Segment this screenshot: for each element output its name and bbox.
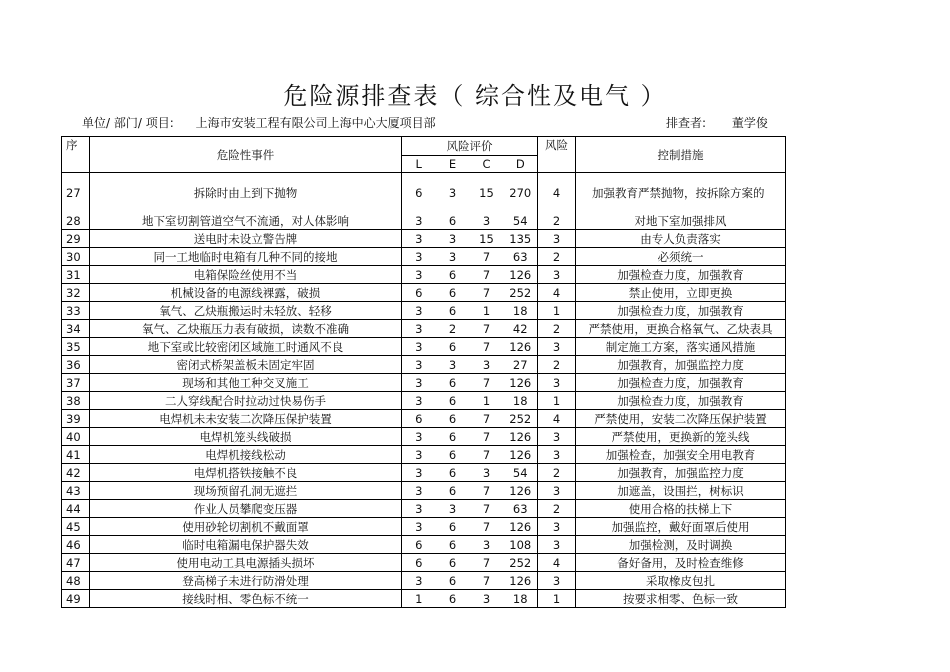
cell-measure: 加强检查，加强安全用电教育: [576, 446, 786, 464]
cell-event: 电焊机未未安装二次降压保护装置: [90, 410, 402, 428]
cell-L: 6: [402, 554, 436, 572]
cell-measure: 加强教育，加强监控力度: [576, 464, 786, 482]
cell-L: 3: [402, 518, 436, 536]
cell-D: 126: [504, 572, 538, 590]
cell-seq: 41: [62, 446, 90, 464]
cell-seq: 27: [62, 173, 90, 213]
cell-E: 6: [436, 464, 470, 482]
cell-measure: 对地下室加强排风: [576, 212, 786, 230]
cell-event: 现场和其他工种交叉施工: [90, 374, 402, 392]
table-row: [62, 320, 786, 338]
cell-event: 地下室切割管道空气不流通，对人体影响: [90, 212, 402, 230]
cell-event: 拆除时由上到下抛物: [90, 173, 402, 213]
table-row: [62, 572, 786, 590]
cell-seq: 36: [62, 356, 90, 374]
cell-C: 7: [470, 338, 504, 356]
cell-L: 3: [402, 392, 436, 410]
cell-D: 63: [504, 500, 538, 518]
cell-E: 6: [436, 374, 470, 392]
cell-D: 18: [504, 302, 538, 320]
cell-seq: 32: [62, 284, 90, 302]
cell-event: 登高梯子未进行防滑处理: [90, 572, 402, 590]
cell-D: 126: [504, 518, 538, 536]
unit-label: 单位/ 部门/ 项目:: [82, 116, 174, 130]
checker-info: [666, 114, 768, 131]
cell-E: 6: [436, 428, 470, 446]
cell-E: 6: [436, 554, 470, 572]
cell-C: 15: [470, 173, 504, 213]
checker-label: 排查者:: [666, 116, 707, 130]
cell-seq: 40: [62, 428, 90, 446]
cell-D: 18: [504, 392, 538, 410]
cell-E: 3: [436, 500, 470, 518]
table-row: [62, 410, 786, 428]
cell-E: 6: [436, 302, 470, 320]
cell-measure: 必须统一: [576, 248, 786, 266]
header-risk: 风险: [538, 137, 576, 173]
cell-L: 3: [402, 464, 436, 482]
cell-E: 3: [436, 248, 470, 266]
cell-D: 42: [504, 320, 538, 338]
cell-event: 二人穿线配合时拉动过快易伤手: [90, 392, 402, 410]
cell-risk: 3: [538, 446, 576, 464]
cell-measure: 加强教育严禁抛物，按拆除方案的: [576, 173, 786, 213]
cell-E: 6: [436, 590, 470, 608]
cell-event: 使用电动工具电源插头损坏: [90, 554, 402, 572]
cell-C: 7: [470, 572, 504, 590]
cell-seq: 42: [62, 464, 90, 482]
table-row: [62, 518, 786, 536]
checker-value: 董学俊: [731, 116, 768, 130]
header-evaluation: 风险评价: [402, 137, 538, 156]
cell-D: 252: [504, 284, 538, 302]
cell-event: 密闭式桥架盖板未固定牢固: [90, 356, 402, 374]
header-E: E: [448, 157, 457, 171]
cell-event: 地下室或比较密闭区域施工时通风不良: [90, 338, 402, 356]
table-row: [62, 230, 786, 248]
cell-D: 27: [504, 356, 538, 374]
cell-event: 电箱保险丝使用不当: [90, 266, 402, 284]
cell-seq: 29: [62, 230, 90, 248]
cell-C: 7: [470, 284, 504, 302]
cell-C: 3: [470, 536, 504, 554]
cell-E: 6: [436, 338, 470, 356]
header-event: 危险性事件: [90, 137, 402, 173]
table-row: [62, 284, 786, 302]
table-row: [62, 554, 786, 572]
cell-L: 3: [402, 230, 436, 248]
cell-seq: 39: [62, 410, 90, 428]
cell-E: 6: [436, 266, 470, 284]
cell-L: 3: [402, 374, 436, 392]
cell-D: 252: [504, 410, 538, 428]
cell-L: 3: [402, 212, 436, 230]
cell-C: 3: [470, 212, 504, 230]
cell-measure: 备好备用，及时检查维修: [576, 554, 786, 572]
cell-C: 3: [470, 590, 504, 608]
cell-C: 3: [470, 464, 504, 482]
cell-event: 电焊机笼头线破损: [90, 428, 402, 446]
cell-D: 126: [504, 266, 538, 284]
page-title: 危险源排查表（ 综合性及电气 ）: [283, 82, 667, 110]
cell-C: 3: [470, 356, 504, 374]
cell-seq: 48: [62, 572, 90, 590]
cell-risk: 3: [538, 518, 576, 536]
cell-event: 电焊机搭铁接触不良: [90, 464, 402, 482]
cell-risk: 3: [538, 482, 576, 500]
cell-E: 6: [436, 410, 470, 428]
cell-C: 7: [470, 428, 504, 446]
cell-L: 1: [402, 590, 436, 608]
cell-risk: 1: [538, 392, 576, 410]
cell-risk: 4: [538, 284, 576, 302]
cell-D: 126: [504, 482, 538, 500]
cell-measure: 加强检查力度，加强教育: [576, 392, 786, 410]
cell-measure: 加强检查力度，加强教育: [576, 374, 786, 392]
table-row: [62, 536, 786, 554]
cell-risk: 2: [538, 320, 576, 338]
cell-E: 6: [436, 518, 470, 536]
table-row: [62, 482, 786, 500]
cell-seq: 45: [62, 518, 90, 536]
table-row: [62, 356, 786, 374]
cell-E: 3: [436, 173, 470, 213]
cell-L: 3: [402, 302, 436, 320]
cell-risk: 3: [538, 230, 576, 248]
cell-measure: 按要求相零、色标一致: [576, 590, 786, 608]
cell-event: 作业人员攀爬变压器: [90, 500, 402, 518]
cell-event: 临时电箱漏电保护器失效: [90, 536, 402, 554]
cell-D: 126: [504, 428, 538, 446]
cell-risk: 1: [538, 590, 576, 608]
cell-risk: 3: [538, 338, 576, 356]
cell-C: 7: [470, 248, 504, 266]
table-row: [62, 428, 786, 446]
cell-E: 6: [436, 446, 470, 464]
cell-measure: 严禁使用，更换合格氧气、乙炔表具: [576, 320, 786, 338]
cell-E: 6: [436, 482, 470, 500]
cell-E: 3: [436, 356, 470, 374]
cell-E: 2: [436, 320, 470, 338]
table-row: [62, 173, 786, 213]
cell-risk: 2: [538, 464, 576, 482]
cell-event: 机械设备的电源线裸露，破损: [90, 284, 402, 302]
cell-D: 270: [504, 173, 538, 213]
table-row: [62, 212, 786, 230]
cell-measure: 制定施工方案，落实通风措施: [576, 338, 786, 356]
cell-measure: 加强检查力度，加强教育: [576, 266, 786, 284]
cell-measure: 加强检查力度，加强教育: [576, 302, 786, 320]
cell-C: 1: [470, 392, 504, 410]
cell-seq: 28: [62, 212, 90, 230]
cell-D: 252: [504, 554, 538, 572]
cell-L: 6: [402, 410, 436, 428]
cell-measure: 使用合格的扶梯上下: [576, 500, 786, 518]
table-row: [62, 374, 786, 392]
cell-D: 18: [504, 590, 538, 608]
table-row: [62, 392, 786, 410]
cell-E: 6: [436, 392, 470, 410]
cell-L: 3: [402, 248, 436, 266]
header-seq: 序: [62, 137, 90, 173]
cell-risk: 4: [538, 173, 576, 213]
header-C: C: [482, 157, 491, 171]
cell-seq: 35: [62, 338, 90, 356]
cell-seq: 34: [62, 320, 90, 338]
header-L: L: [415, 157, 422, 171]
cell-risk: 4: [538, 410, 576, 428]
cell-C: 7: [470, 482, 504, 500]
cell-event: 送电时未设立警告牌: [90, 230, 402, 248]
cell-event: 氧气、乙炔瓶压力表有破损，读数不准确: [90, 320, 402, 338]
table-row: [62, 590, 786, 608]
cell-seq: 30: [62, 248, 90, 266]
cell-E: 3: [436, 230, 470, 248]
cell-event: 氧气、乙炔瓶搬运时未轻放、轻移: [90, 302, 402, 320]
cell-risk: 1: [538, 302, 576, 320]
cell-C: 7: [470, 374, 504, 392]
cell-event: 接线时相、零色标不统一: [90, 590, 402, 608]
cell-risk: 3: [538, 572, 576, 590]
cell-C: 1: [470, 302, 504, 320]
cell-risk: 2: [538, 500, 576, 518]
cell-risk: 2: [538, 212, 576, 230]
cell-D: 54: [504, 212, 538, 230]
cell-C: 7: [470, 500, 504, 518]
cell-measure: 严禁使用，安装二次降压保护装置: [576, 410, 786, 428]
cell-seq: 33: [62, 302, 90, 320]
cell-D: 126: [504, 446, 538, 464]
table-row: [62, 446, 786, 464]
hazard-table: [61, 136, 786, 608]
cell-measure: 加强教育，加强监控力度: [576, 356, 786, 374]
cell-L: 3: [402, 338, 436, 356]
cell-L: 6: [402, 173, 436, 213]
cell-measure: 严禁使用，更换新的笼头线: [576, 428, 786, 446]
table-row: [62, 302, 786, 320]
cell-event: 同一工地临时电箱有几种不同的接地: [90, 248, 402, 266]
cell-seq: 49: [62, 590, 90, 608]
cell-risk: 3: [538, 374, 576, 392]
cell-measure: 禁止使用，立即更换: [576, 284, 786, 302]
cell-measure: 采取橡皮包扎: [576, 572, 786, 590]
header-D: D: [504, 156, 538, 173]
table-row: [62, 248, 786, 266]
cell-risk: 3: [538, 266, 576, 284]
cell-C: 15: [470, 230, 504, 248]
table-row: [62, 338, 786, 356]
cell-D: 135: [504, 230, 538, 248]
cell-L: 3: [402, 428, 436, 446]
table-row: [62, 500, 786, 518]
cell-D: 54: [504, 464, 538, 482]
cell-D: 126: [504, 374, 538, 392]
cell-risk: 3: [538, 536, 576, 554]
cell-C: 7: [470, 320, 504, 338]
cell-L: 6: [402, 284, 436, 302]
cell-measure: 加强监控，戴好面罩后使用: [576, 518, 786, 536]
cell-L: 3: [402, 446, 436, 464]
cell-seq: 37: [62, 374, 90, 392]
cell-C: 7: [470, 446, 504, 464]
cell-measure: 加遮盖，设围拦，树标识: [576, 482, 786, 500]
cell-seq: 46: [62, 536, 90, 554]
cell-measure: 加强检测，及时调换: [576, 536, 786, 554]
header-row-top: [62, 137, 786, 156]
cell-risk: 2: [538, 248, 576, 266]
cell-L: 3: [402, 266, 436, 284]
cell-L: 3: [402, 482, 436, 500]
cell-L: 3: [402, 500, 436, 518]
cell-C: 7: [470, 518, 504, 536]
cell-D: 126: [504, 338, 538, 356]
cell-L: 3: [402, 572, 436, 590]
cell-L: 3: [402, 356, 436, 374]
cell-seq: 31: [62, 266, 90, 284]
cell-E: 6: [436, 284, 470, 302]
cell-seq: 47: [62, 554, 90, 572]
cell-seq: 38: [62, 392, 90, 410]
cell-L: 6: [402, 536, 436, 554]
cell-measure: 由专人负责落实: [576, 230, 786, 248]
unit-value: 上海市安装工程有限公司上海中心大厦项目部: [195, 116, 436, 130]
cell-E: 6: [436, 572, 470, 590]
cell-C: 7: [470, 410, 504, 428]
cell-risk: 2: [538, 356, 576, 374]
unit-info: [82, 114, 436, 131]
table-row: [62, 266, 786, 284]
header-measures: 控制措施: [576, 137, 786, 173]
cell-C: 7: [470, 266, 504, 284]
cell-L: 3: [402, 320, 436, 338]
cell-seq: 43: [62, 482, 90, 500]
cell-seq: 44: [62, 500, 90, 518]
cell-event: 使用砂轮切割机不戴面罩: [90, 518, 402, 536]
cell-E: 6: [436, 212, 470, 230]
table-row: [62, 464, 786, 482]
cell-D: 63: [504, 248, 538, 266]
cell-event: 电焊机接线松动: [90, 446, 402, 464]
cell-D: 108: [504, 536, 538, 554]
cell-E: 6: [436, 536, 470, 554]
cell-event: 现场预留孔洞无遮拦: [90, 482, 402, 500]
cell-risk: 3: [538, 428, 576, 446]
cell-C: 7: [470, 554, 504, 572]
cell-risk: 4: [538, 554, 576, 572]
